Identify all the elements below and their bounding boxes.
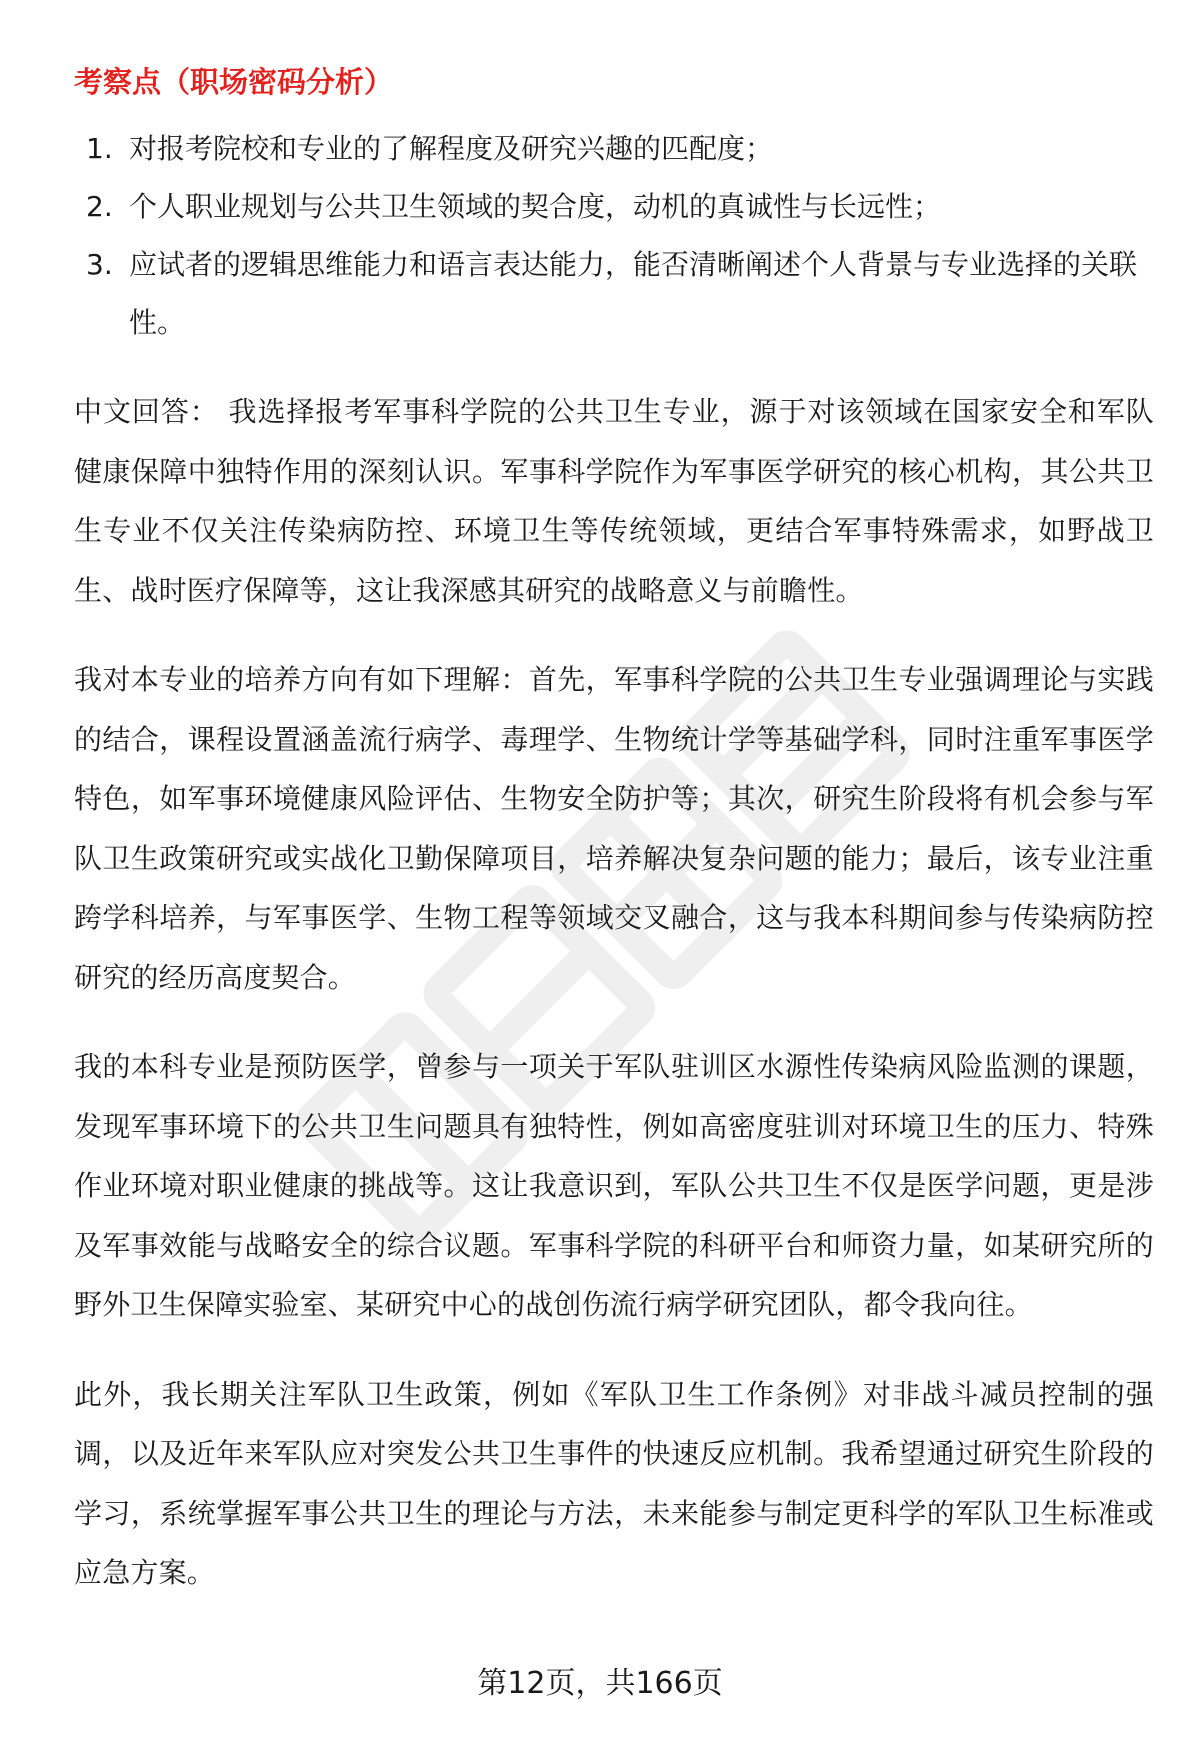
answer-paragraph: 我对本专业的培养方向有如下理解：首先，军事科学院的公共卫生专业强调理论与实践的结合，课程设置涵盖流行病学、毒理学、生物统计学等基础学科，同时注重军事医学特色，如军事环境健康风险评估、生物安全防护等；其次，研究生阶段将有机会参与军队卫生政策研究或实战化卫勤保障项目，培养解决复杂问题的能力；最后，该专业注重跨学科培养，与军事医学、生物工程等领域交叉融合，这与我本科期间参与传染病防控研究的经历高度契合。 bbox=[74, 663, 1154, 994]
list-item-text: 对报考院校和专业的了解程度及研究兴趣的匹配度； bbox=[129, 132, 774, 165]
list-item-number: 1. bbox=[86, 132, 113, 165]
section-heading: 考察点（职场密码分析） bbox=[74, 65, 394, 99]
answer-paragraph: 我的本科专业是预防医学，曾参与一项关于军队驻训区水源性传染病风险监测的课题，发现军事环境下的公共卫生问题具有独特性，例如高密度驻训对环境卫生的压力、特殊作业环境对职业健康的挑战等。这让我意识到，军队公共卫生不仅是医学问题，更是涉及军事效能与战略安全的综合议题。军事科学院的科研平台和师资力量，如某研究所的野外卫生保障实验室、某研究中心的战创伤流行病学研究团队，都令我向往。 bbox=[74, 1050, 1154, 1321]
document-content bbox=[74, 58, 1154, 1633]
list-item-text: 个人职业规划与公共卫生领域的契合度，动机的真诚性与长远性； bbox=[129, 190, 942, 223]
page-number-footer: 第12页，共166页 bbox=[477, 1666, 723, 1701]
list-item bbox=[74, 120, 1154, 178]
answer-paragraph: 此外，我长期关注军队卫生政策，例如《军队卫生工作条例》对非战斗减员控制的强调，以及近年来军队应对突发公共卫生事件的快速反应机制。我希望通过研究生阶段的学习，系统掌握军事公共卫生的理论与方法，未来能参与制定更科学的军队卫生标准或应急方案。 bbox=[74, 1377, 1154, 1589]
list-item-number: 2. bbox=[86, 190, 113, 223]
answer-paragraph: 中文回答： 我选择报考军事科学院的公共卫生专业，源于对该领域在国家安全和军队健康保障中独特作用的深刻认识。军事科学院作为军事医学研究的核心机构，其公共卫生专业不仅关注传染病防控、环境卫生等传统领域，更结合军事特殊需求，如野战卫生、战时医疗保障等，这让我深感其研究的战略意义与前瞻性。 bbox=[74, 395, 1154, 607]
list-item-text: 应试者的逻辑思维能力和语言表达能力，能否清晰阐述个人背景与专业选择的关联性。 bbox=[129, 248, 1138, 339]
list-item bbox=[74, 178, 1154, 236]
list-item-number: 3. bbox=[86, 248, 113, 281]
list-item bbox=[74, 236, 1154, 352]
evaluation-points-list bbox=[74, 120, 1154, 352]
